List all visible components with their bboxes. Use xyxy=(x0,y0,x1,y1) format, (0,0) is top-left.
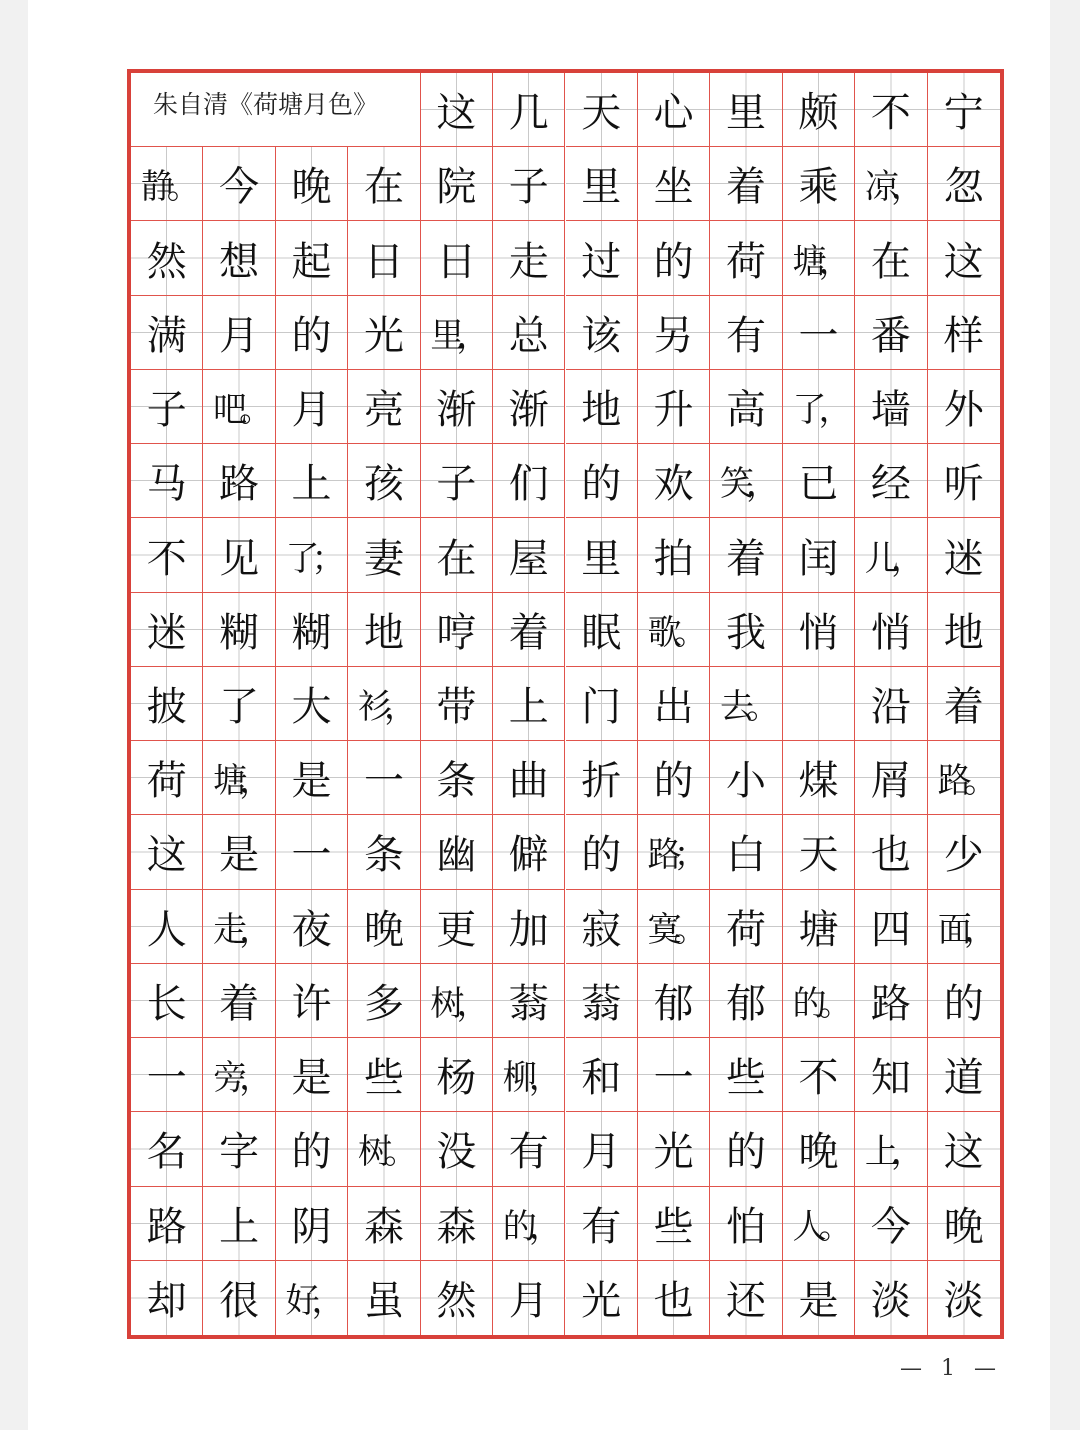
grid-cell: 些 xyxy=(348,1038,420,1112)
grid-cell: 荷 xyxy=(131,741,203,815)
grid-cell: 拍 xyxy=(638,518,710,592)
grid-cell: 不 xyxy=(783,1038,855,1112)
document-title: 朱自清《荷塘月色》 xyxy=(131,73,421,147)
grid-cell: 子 xyxy=(421,444,493,518)
grid-cell: 样 xyxy=(928,296,1000,370)
grid-cell: 煤 xyxy=(783,741,855,815)
grid-cell: 的 xyxy=(566,815,638,889)
grid-cell: 不 xyxy=(855,73,927,147)
grid-cell: 地 xyxy=(928,593,1000,667)
grid-cell: 颇 xyxy=(783,73,855,147)
grid-cell: 过 xyxy=(566,221,638,295)
grid-cell: 歌。 xyxy=(638,593,710,667)
grid-cell: 另 xyxy=(638,296,710,370)
grid-cell: 走 xyxy=(493,221,565,295)
grid-cell: 很 xyxy=(203,1261,275,1335)
grid-cell: 欢 xyxy=(638,444,710,518)
grid-cell: 披 xyxy=(131,667,203,741)
grid-cell: 荷 xyxy=(710,221,782,295)
grid-cell: 知 xyxy=(855,1038,927,1112)
grid-cell: 些 xyxy=(638,1187,710,1261)
grid-cell: 子 xyxy=(493,147,565,221)
grid-cell: 月 xyxy=(276,370,348,444)
grid-cell: 迷 xyxy=(131,593,203,667)
grid-cell: 屑 xyxy=(855,741,927,815)
grid-cell: 还 xyxy=(710,1261,782,1335)
grid-cell: 听 xyxy=(928,444,1000,518)
grid-cell: 哼 xyxy=(421,593,493,667)
grid-cell: 里， xyxy=(421,296,493,370)
grid-cell: 是 xyxy=(783,1261,855,1335)
grid-cell: 曲 xyxy=(493,741,565,815)
grid-cell: 这 xyxy=(421,73,493,147)
grid-cell: 晚 xyxy=(348,890,420,964)
practice-sheet xyxy=(28,0,1050,1430)
grid-cell: 亮 xyxy=(348,370,420,444)
grid-cell: 儿， xyxy=(855,518,927,592)
grid-cell: 森 xyxy=(421,1187,493,1261)
grid-cell: 了， xyxy=(783,370,855,444)
grid-cell: 些 xyxy=(710,1038,782,1112)
grid-cell: 加 xyxy=(493,890,565,964)
grid-cell: 的 xyxy=(276,1112,348,1186)
grid-cell: 折 xyxy=(566,741,638,815)
grid-cell: 柳， xyxy=(493,1038,565,1112)
grid-cell: 们 xyxy=(493,444,565,518)
grid-cell: 树。 xyxy=(348,1112,420,1186)
grid-cell: 宁 xyxy=(928,73,1000,147)
grid-cell: 条 xyxy=(348,815,420,889)
grid-cell: 地 xyxy=(566,370,638,444)
grid-cell: 静。 xyxy=(131,147,203,221)
grid-cell: 糊 xyxy=(276,593,348,667)
grid-cell: 番 xyxy=(855,296,927,370)
grid-cell: 晚 xyxy=(783,1112,855,1186)
grid-cell: 更 xyxy=(421,890,493,964)
grid-cell: 上， xyxy=(855,1112,927,1186)
grid-cell: 有 xyxy=(493,1112,565,1186)
grid-cell: 月 xyxy=(566,1112,638,1186)
grid-cell: 晚 xyxy=(928,1187,1000,1261)
grid-cell: 闰 xyxy=(783,518,855,592)
grid-cell: 树， xyxy=(421,964,493,1038)
grid-cell: 却 xyxy=(131,1261,203,1335)
grid-cell: 塘 xyxy=(783,890,855,964)
grid-cell: 着 xyxy=(203,964,275,1038)
grid-cell: 起 xyxy=(276,221,348,295)
grid-cell: 悄 xyxy=(783,593,855,667)
grid-cell: 孩 xyxy=(348,444,420,518)
grid-cell: 郁 xyxy=(638,964,710,1038)
grid-cell: 寞。 xyxy=(638,890,710,964)
grid-cell: 的 xyxy=(638,221,710,295)
grid-cell: 迷 xyxy=(928,518,1000,592)
grid-cell: 衫， xyxy=(348,667,420,741)
grid-cell: 也 xyxy=(855,815,927,889)
grid-cell: 小 xyxy=(710,741,782,815)
grid-cell: 在 xyxy=(855,221,927,295)
grid-cell: 高 xyxy=(710,370,782,444)
grid-cell: 着 xyxy=(710,147,782,221)
grid-cell: 屋 xyxy=(493,518,565,592)
grid-cell: 了； xyxy=(276,518,348,592)
grid-cell: 笑， xyxy=(710,444,782,518)
grid-cell: 该 xyxy=(566,296,638,370)
grid-cell: 上 xyxy=(276,444,348,518)
grid-cell: 是 xyxy=(276,1038,348,1112)
grid-cell: 少 xyxy=(928,815,1000,889)
grid-cell: 和 xyxy=(566,1038,638,1112)
grid-cell: 光 xyxy=(348,296,420,370)
grid-cell: 路。 xyxy=(928,741,1000,815)
grid-cell: 经 xyxy=(855,444,927,518)
grid-cell: 子 xyxy=(131,370,203,444)
grid-cell: 光 xyxy=(638,1112,710,1186)
grid-cell: 日 xyxy=(348,221,420,295)
calligraphy-grid xyxy=(127,69,1004,1339)
grid-cell: 出 xyxy=(638,667,710,741)
grid-cell: 荷 xyxy=(710,890,782,964)
grid-cell: 里 xyxy=(566,518,638,592)
grid-cell: 升 xyxy=(638,370,710,444)
grid-cell: 四 xyxy=(855,890,927,964)
grid-cell: 人。 xyxy=(783,1187,855,1261)
grid-cell: 人 xyxy=(131,890,203,964)
grid-cell: 多 xyxy=(348,964,420,1038)
grid-cell: 森 xyxy=(348,1187,420,1261)
grid-cell: 妻 xyxy=(348,518,420,592)
grid-cell: 也 xyxy=(638,1261,710,1335)
grid-cell: 上 xyxy=(203,1187,275,1261)
grid-cell: 带 xyxy=(421,667,493,741)
grid-cell: 地 xyxy=(348,593,420,667)
grid-cell: 路 xyxy=(131,1187,203,1261)
grid-cell: 天 xyxy=(783,815,855,889)
grid-cell: 大 xyxy=(276,667,348,741)
grid-cell: 一 xyxy=(276,815,348,889)
grid-cell: 夜 xyxy=(276,890,348,964)
grid-cell: 路； xyxy=(638,815,710,889)
grid-cell: 路 xyxy=(855,964,927,1038)
grid-cell: 门 xyxy=(566,667,638,741)
grid-cell: 悄 xyxy=(855,593,927,667)
grid-cell: 淡 xyxy=(928,1261,1000,1335)
grid-cell: 渐 xyxy=(493,370,565,444)
grid-cell: 的 xyxy=(566,444,638,518)
grid-cell: 不 xyxy=(131,518,203,592)
grid-cell: 渐 xyxy=(421,370,493,444)
grid-cell: 日 xyxy=(421,221,493,295)
grid-cell: 这 xyxy=(131,815,203,889)
grid-cell: 阴 xyxy=(276,1187,348,1261)
grid-cell: 一 xyxy=(783,296,855,370)
grid-cell: 的 xyxy=(710,1112,782,1186)
grid-cell: 白 xyxy=(710,815,782,889)
grid-cell: 月 xyxy=(493,1261,565,1335)
grid-cell: 想 xyxy=(203,221,275,295)
grid-cell: 的， xyxy=(493,1187,565,1261)
grid-cell: 着 xyxy=(710,518,782,592)
grid-cell: 一 xyxy=(638,1038,710,1112)
grid-cell: 乘 xyxy=(783,147,855,221)
grid-cell: 杨 xyxy=(421,1038,493,1112)
grid-cell: 糊 xyxy=(203,593,275,667)
grid-cell: 我 xyxy=(710,593,782,667)
grid-cell: 路 xyxy=(203,444,275,518)
grid-cell: 寂 xyxy=(566,890,638,964)
grid-cell: 坐 xyxy=(638,147,710,221)
grid-cell: 墙 xyxy=(855,370,927,444)
page-number: — 1 — xyxy=(900,1356,1002,1381)
grid-cell: 郁 xyxy=(710,964,782,1038)
grid-cell: 的 xyxy=(928,964,1000,1038)
grid-cell: 月 xyxy=(203,296,275,370)
grid-cell: 心 xyxy=(638,73,710,147)
grid-cell: 的 xyxy=(638,741,710,815)
grid-cell: 是 xyxy=(203,815,275,889)
grid-cell: 蓊 xyxy=(493,964,565,1038)
grid-cell: 旁， xyxy=(203,1038,275,1112)
grid-cell: 道 xyxy=(928,1038,1000,1112)
grid-cell: 眠 xyxy=(566,593,638,667)
grid-cell: 然 xyxy=(131,221,203,295)
grid-cell: 着 xyxy=(493,593,565,667)
grid-cell: 一 xyxy=(348,741,420,815)
grid-cell: 蓊 xyxy=(566,964,638,1038)
grid-cell: 的。 xyxy=(783,964,855,1038)
grid-cell: 一 xyxy=(131,1038,203,1112)
grid-cell: 去。 xyxy=(710,667,782,741)
grid-cell: 着 xyxy=(928,667,1000,741)
grid-cell: 条 xyxy=(421,741,493,815)
grid-cell: 走， xyxy=(203,890,275,964)
grid-cell: 在 xyxy=(348,147,420,221)
grid-cell: 僻 xyxy=(493,815,565,889)
grid-cell: 有 xyxy=(710,296,782,370)
grid-cell: 已 xyxy=(783,444,855,518)
grid-cell: 外 xyxy=(928,370,1000,444)
grid-cell: 有 xyxy=(566,1187,638,1261)
grid-cell: 的 xyxy=(276,296,348,370)
grid-cell: 了 xyxy=(203,667,275,741)
grid-cell: 光 xyxy=(566,1261,638,1335)
grid-cell: 是 xyxy=(276,741,348,815)
grid-cell: 这 xyxy=(928,1112,1000,1186)
grid-cell: 这 xyxy=(928,221,1000,295)
grid-cell: 名 xyxy=(131,1112,203,1186)
grid-cell: 长 xyxy=(131,964,203,1038)
grid-cell: 然 xyxy=(421,1261,493,1335)
grid-cell: 沿 xyxy=(855,667,927,741)
grid-cell: 上 xyxy=(493,667,565,741)
grid-cell: 淡 xyxy=(855,1261,927,1335)
grid-cell: 没 xyxy=(421,1112,493,1186)
grid-cell: 院 xyxy=(421,147,493,221)
grid-cell: 总 xyxy=(493,296,565,370)
grid-cell: 今 xyxy=(855,1187,927,1261)
grid-cell: 幽 xyxy=(421,815,493,889)
grid-cell: 面， xyxy=(928,890,1000,964)
grid-cell: 字 xyxy=(203,1112,275,1186)
grid-cell: 许 xyxy=(276,964,348,1038)
grid-cell: 今 xyxy=(203,147,275,221)
grid-cell: 怕 xyxy=(710,1187,782,1261)
grid-cell: 晚 xyxy=(276,147,348,221)
grid-cell: 满 xyxy=(131,296,203,370)
grid-cell: 见 xyxy=(203,518,275,592)
grid-cell: 几 xyxy=(493,73,565,147)
grid-cell: 在 xyxy=(421,518,493,592)
grid-cell xyxy=(783,667,855,741)
grid-cell: 好， xyxy=(276,1261,348,1335)
grid-cell: 塘， xyxy=(203,741,275,815)
grid-cell: 天 xyxy=(566,73,638,147)
grid-cell: 里 xyxy=(566,147,638,221)
grid-cell: 凉， xyxy=(855,147,927,221)
grid-cell: 里 xyxy=(710,73,782,147)
grid-cell: 吧。 xyxy=(203,370,275,444)
grid-cell: 塘， xyxy=(783,221,855,295)
grid-cell: 马 xyxy=(131,444,203,518)
grid-cell: 忽 xyxy=(928,147,1000,221)
grid-cell: 虽 xyxy=(348,1261,420,1335)
